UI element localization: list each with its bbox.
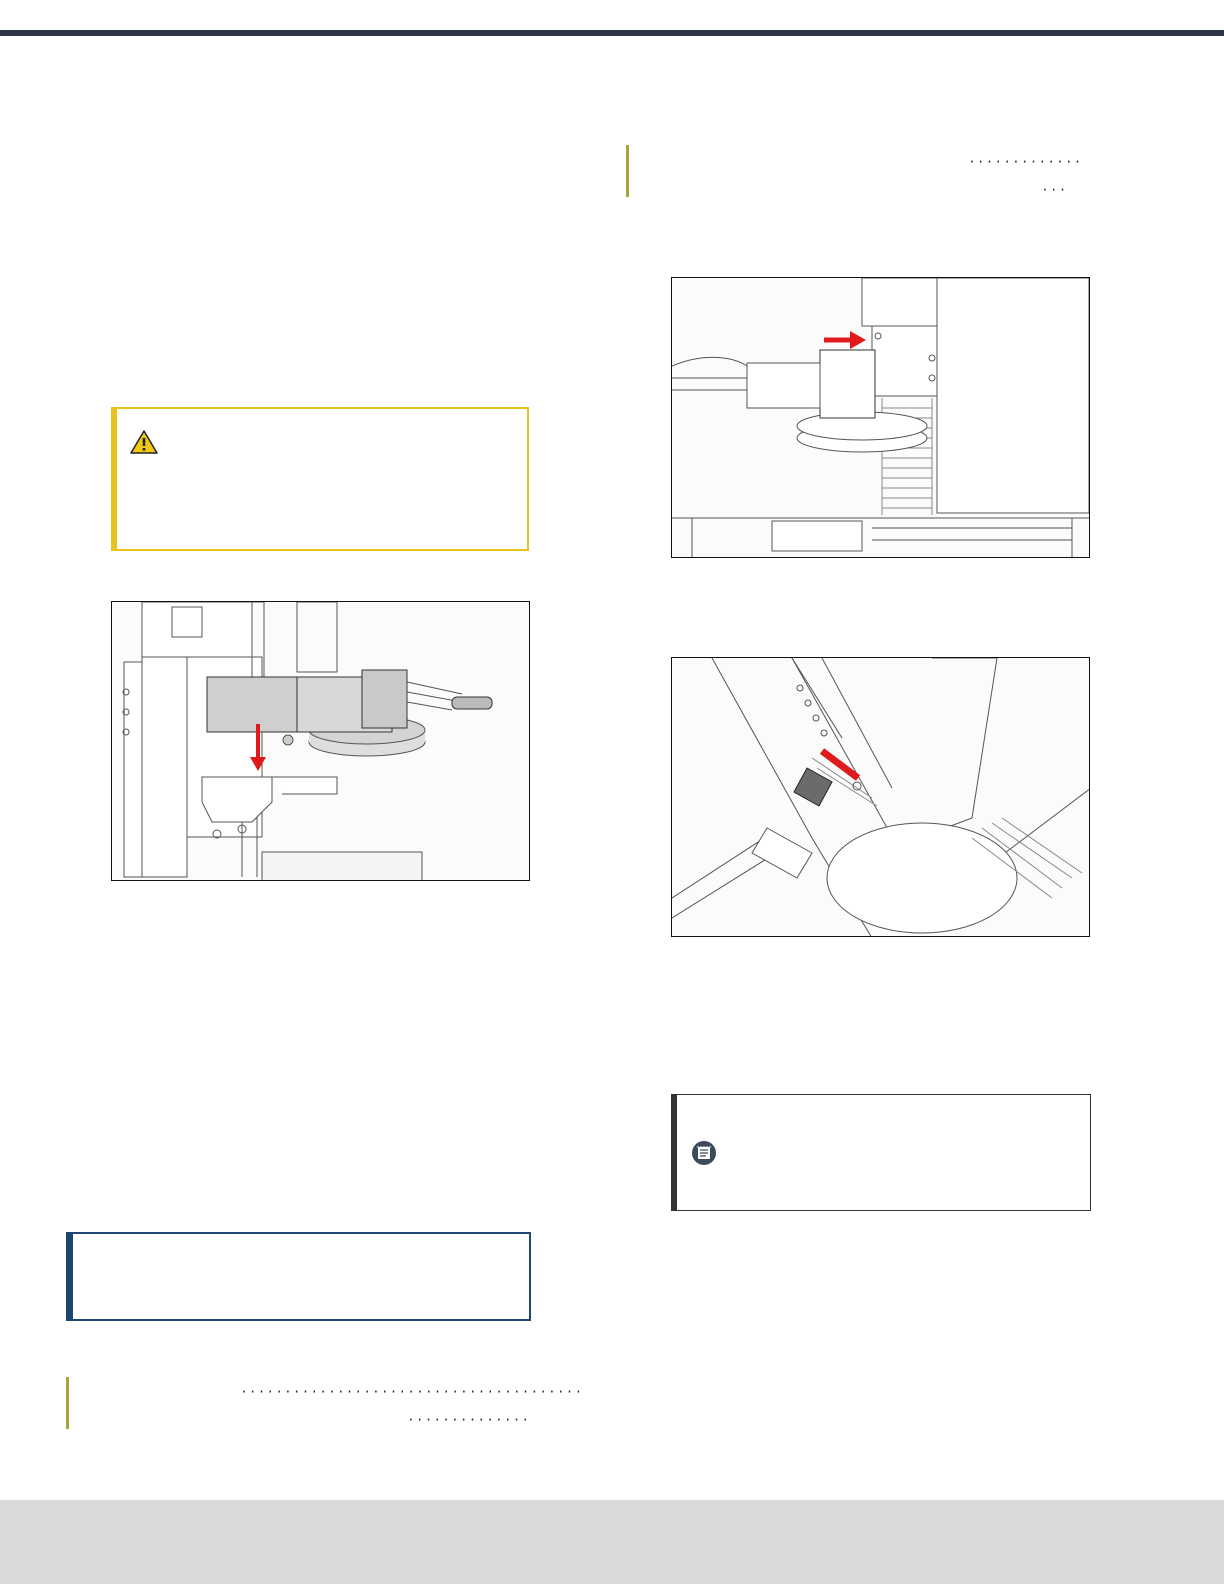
reference-bar-top-right [626, 145, 629, 197]
figure-2-drawing [672, 278, 1090, 558]
footer-band [0, 1500, 1224, 1584]
note-book-icon [691, 1140, 717, 1166]
reference-leader-2: ··· [1041, 182, 1068, 197]
caution-box [111, 407, 529, 551]
arrow-right-icon [824, 331, 866, 349]
figure-3-drawing [672, 658, 1090, 937]
figure-2-illustration [671, 277, 1090, 558]
figure-1-drawing [112, 602, 530, 881]
red-marker-icon [822, 751, 858, 778]
figure-3-illustration [671, 657, 1090, 937]
header-rule [0, 30, 1224, 36]
reference-bar-bottom-left [66, 1377, 69, 1429]
reference-leader-1: ············· [968, 154, 1083, 169]
reference-leader-4: ·············· [407, 1412, 531, 1427]
note-box [671, 1094, 1091, 1211]
info-box [66, 1232, 531, 1321]
warning-triangle-icon [130, 430, 158, 454]
reference-leader-3: ······································· [240, 1384, 584, 1399]
figure-1-illustration [111, 601, 530, 881]
